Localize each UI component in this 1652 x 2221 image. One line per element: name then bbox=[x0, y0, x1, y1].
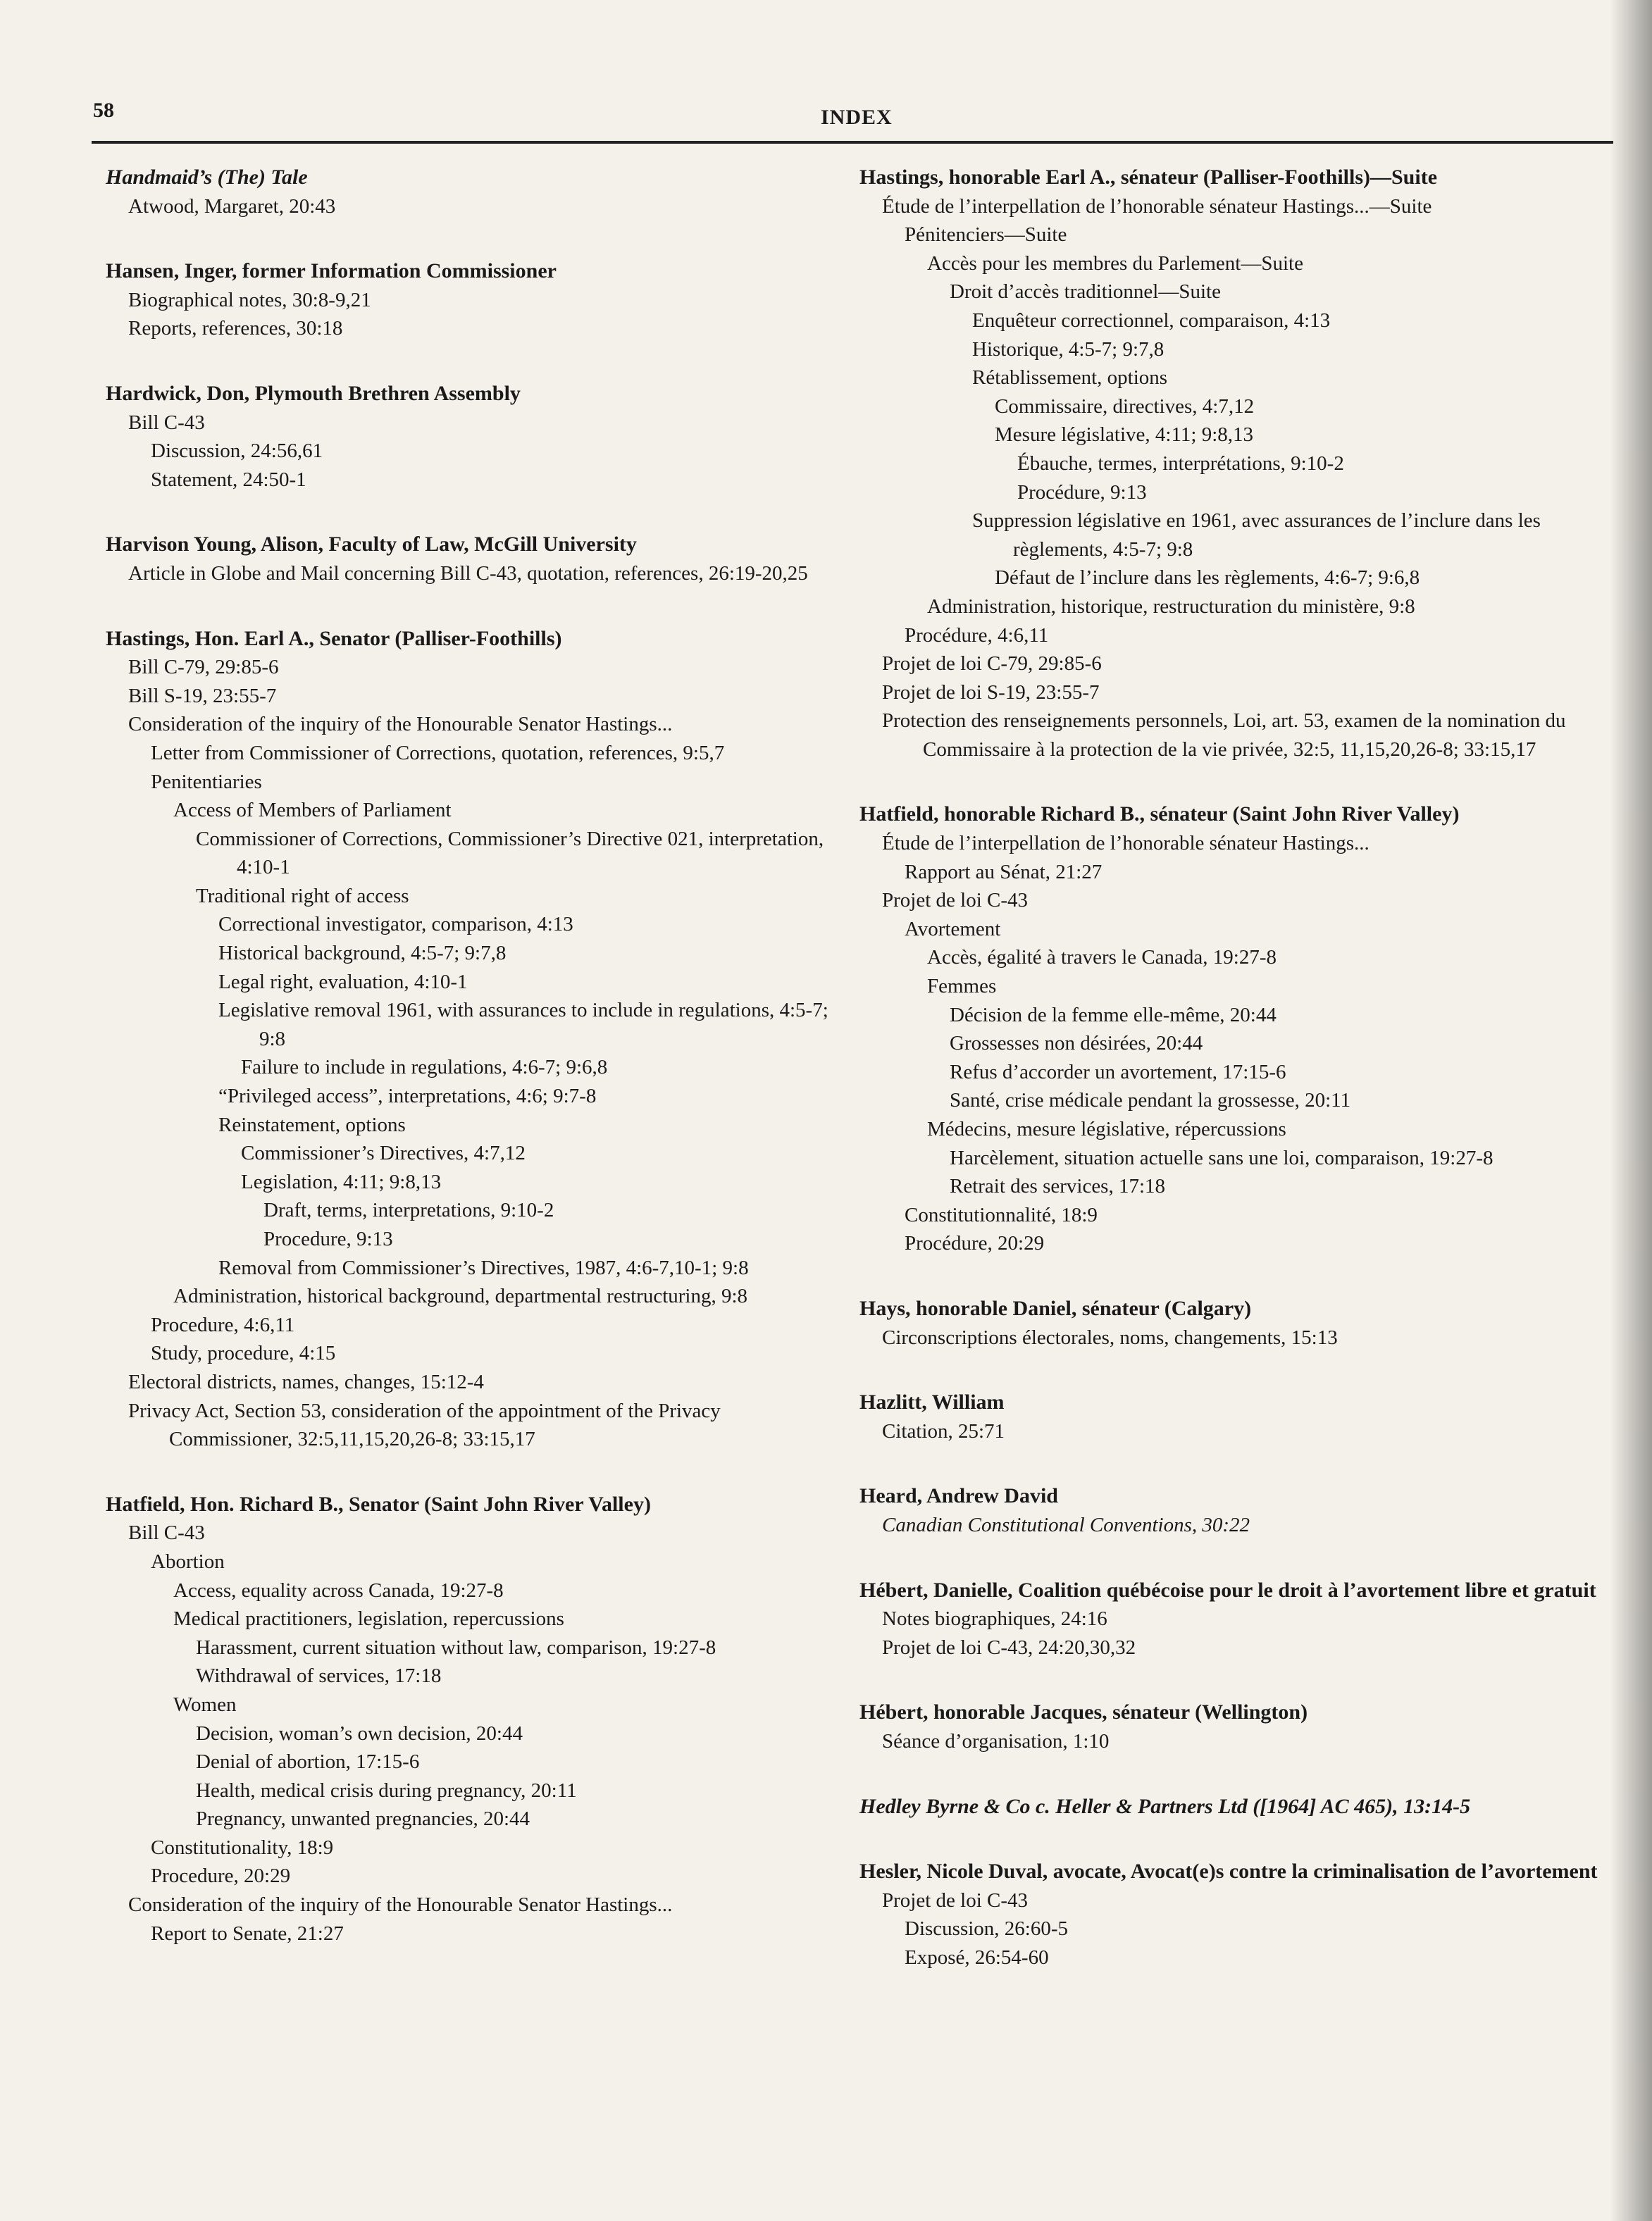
entry-line: Procedure, 9:13 bbox=[263, 1228, 393, 1250]
index-entry bbox=[106, 1491, 838, 1948]
entry-line: Projet de loi C-43 bbox=[882, 1889, 1029, 1912]
index-entry bbox=[859, 1576, 1610, 1662]
entry-line: Study, procedure, 4:15 bbox=[151, 1342, 336, 1365]
index-entry bbox=[859, 1388, 1610, 1445]
page-edge-shadow bbox=[1610, 0, 1652, 2221]
entry-line: Exposé, 26:54-60 bbox=[905, 1946, 1049, 1969]
entry-line: Suppression législative en 1961, avec assurances de l’inclure dans les règlements, 4:5-7; 9:8 bbox=[972, 509, 1541, 561]
entry-heading: Hedley Byrne & Co c. Heller & Partners Ltd ([1964] AC 465), 13:14-5 bbox=[859, 1794, 1471, 1818]
entry-line: Circonscriptions électorales, noms, changements, 15:13 bbox=[882, 1326, 1338, 1349]
entry-line: Women bbox=[173, 1693, 237, 1716]
entry-line: Discussion, 24:56,61 bbox=[151, 440, 323, 463]
entry-line: Rapport au Sénat, 21:27 bbox=[905, 860, 1103, 883]
entry-line: Harassment, current situation without law, comparison, 19:27-8 bbox=[196, 1636, 716, 1659]
entry-line: Bill C-43 bbox=[128, 1522, 205, 1545]
entry-line: Avortement bbox=[905, 917, 1001, 940]
entry-line: Report to Senate, 21:27 bbox=[151, 1922, 344, 1945]
entry-line: Consideration of the inquiry of the Honourable Senator Hastings... bbox=[128, 1893, 673, 1917]
entry-heading: Hesler, Nicole Duval, avocate, Avocat(e)s contre la criminalisation de l’avortement bbox=[859, 1860, 1598, 1884]
entry-line: Accès pour les membres du Parlement—Suite bbox=[927, 251, 1303, 275]
index-entry bbox=[859, 1793, 1610, 1822]
entry-line: Ébauche, termes, interprétations, 9:10-2 bbox=[1017, 452, 1344, 475]
entry-line: Rétablissement, options bbox=[972, 366, 1168, 390]
entry-line: Correctional investigator, comparison, 4:13 bbox=[218, 913, 573, 936]
entry-heading: Hardwick, Don, Plymouth Brethren Assembly bbox=[106, 381, 521, 405]
entry-line: Letter from Commissioner of Corrections, quotation, references, 9:5,7 bbox=[151, 741, 725, 764]
entry-heading: Harvison Young, Alison, Faculty of Law, McGill University bbox=[106, 533, 637, 556]
header-rule bbox=[92, 141, 1613, 144]
entry-line: Citation, 25:71 bbox=[882, 1419, 1005, 1443]
entry-line: Projet de loi C-43 bbox=[882, 889, 1029, 912]
entry-line: Santé, crise médicale pendant la grossesse, 20:11 bbox=[950, 1089, 1351, 1112]
entry-line: Constitutionnalité, 18:9 bbox=[905, 1203, 1098, 1226]
entry-line: Projet de loi C-43, 24:20,30,32 bbox=[882, 1636, 1136, 1659]
entry-line: Privacy Act, Section 53, consideration of the appointment of the Privacy Commissioner, 32:5,11,15,20,26-8; 33:15,17 bbox=[128, 1399, 721, 1451]
index-entry bbox=[859, 1482, 1610, 1539]
entry-heading: Hébert, Danielle, Coalition québécoise pour le droit à l’avortement libre et gratuit bbox=[859, 1578, 1596, 1602]
index-entry bbox=[859, 1698, 1610, 1755]
entry-line: Procédure, 9:13 bbox=[1017, 480, 1147, 504]
entry-line: Bill S-19, 23:55-7 bbox=[128, 684, 277, 707]
entry-line: Statement, 24:50-1 bbox=[151, 468, 306, 491]
entry-line: Droit d’accès traditionnel—Suite bbox=[950, 280, 1221, 304]
entry-line: Decision, woman’s own decision, 20:44 bbox=[196, 1722, 523, 1745]
entry-heading: Hastings, Hon. Earl A., Senator (Palliser-Foothills) bbox=[106, 626, 562, 650]
page-title: INDEX bbox=[821, 106, 893, 129]
entry-line: Biographical notes, 30:8-9,21 bbox=[128, 288, 371, 311]
entry-line: Legislative removal 1961, with assurances to include in regulations, 4:5-7; 9:8 bbox=[218, 999, 828, 1050]
entry-line: Refus d’accorder un avortement, 17:15-6 bbox=[950, 1060, 1286, 1083]
index-entry bbox=[859, 163, 1610, 764]
entry-heading: Hastings, honorable Earl A., sénateur (Palliser-Foothills)—Suite bbox=[859, 166, 1438, 189]
index-entry bbox=[106, 530, 838, 587]
entry-line: Harcèlement, situation actuelle sans une loi, comparaison, 19:27-8 bbox=[950, 1146, 1493, 1169]
page-number: 58 bbox=[93, 99, 114, 122]
entry-heading: Hazlitt, William bbox=[859, 1391, 1005, 1414]
entry-line: Projet de loi C-79, 29:85-6 bbox=[882, 652, 1102, 676]
index-entry bbox=[106, 163, 838, 220]
entry-line: Withdrawal of services, 17:18 bbox=[196, 1665, 442, 1688]
entry-line: Medical practitioners, legislation, repercussions bbox=[173, 1607, 564, 1631]
index-entry bbox=[106, 257, 838, 343]
entry-line: Draft, terms, interpretations, 9:10-2 bbox=[263, 1199, 554, 1222]
entry-line: Canadian Constitutional Conventions, 30:22 bbox=[882, 1513, 1250, 1536]
entry-heading: Hatfield, Hon. Richard B., Senator (Saint John River Valley) bbox=[106, 1492, 651, 1516]
entry-line: Commissioner’s Directives, 4:7,12 bbox=[241, 1142, 526, 1165]
entry-line: Removal from Commissioner’s Directives, 1987, 4:6-7,10-1; 9:8 bbox=[218, 1256, 749, 1279]
entry-heading: Hays, honorable Daniel, sénateur (Calgary) bbox=[859, 1296, 1252, 1320]
entry-line: Bill C-43 bbox=[128, 411, 205, 434]
entry-line: Décision de la femme elle-même, 20:44 bbox=[950, 1003, 1277, 1026]
entry-line: Pénitenciers—Suite bbox=[905, 223, 1067, 247]
entry-line: Accès, égalité à travers le Canada, 19:27-8 bbox=[927, 946, 1277, 969]
index-entry bbox=[106, 380, 838, 494]
entry-line: “Privileged access”, interpretations, 4:6; 9:7-8 bbox=[218, 1085, 597, 1108]
entry-heading: Hébert, honorable Jacques, sénateur (Wellington) bbox=[859, 1700, 1308, 1724]
entry-line: Constitutionality, 18:9 bbox=[151, 1836, 334, 1859]
entry-line: Commissaire, directives, 4:7,12 bbox=[995, 394, 1255, 418]
entry-line: Electoral districts, names, changes, 15:12-4 bbox=[128, 1370, 484, 1393]
entry-line: Étude de l’interpellation de l’honorable sénateur Hastings... bbox=[882, 832, 1370, 855]
entry-line: Mesure législative, 4:11; 9:8,13 bbox=[995, 423, 1254, 447]
entry-line: Legal right, evaluation, 4:10-1 bbox=[218, 970, 468, 993]
entry-line: Access of Members of Parliament bbox=[173, 799, 452, 822]
entry-line: Défaut de l’inclure dans les règlements, 4:6-7; 9:6,8 bbox=[995, 566, 1420, 590]
entry-heading: Handmaid’s (The) Tale bbox=[106, 166, 308, 189]
entry-line: Protection des renseignements personnels, Loi, art. 53, examen de la nomination du Commissaire à la protection de la vie privée, 32:5, 11,15,20,26-8; 33:15,17 bbox=[882, 709, 1566, 761]
index-entry bbox=[859, 800, 1610, 1258]
entry-heading: Hatfield, honorable Richard B., sénateur (Saint John River Valley) bbox=[859, 802, 1460, 826]
right-column bbox=[859, 163, 1610, 2008]
entry-line: Reinstatement, options bbox=[218, 1113, 406, 1136]
left-column bbox=[106, 163, 838, 1984]
entry-line: Retrait des services, 17:18 bbox=[950, 1175, 1166, 1198]
entry-line: Historique, 4:5-7; 9:7,8 bbox=[972, 337, 1165, 361]
entry-line: Procedure, 20:29 bbox=[151, 1865, 291, 1888]
entry-line: Pregnancy, unwanted pregnancies, 20:44 bbox=[196, 1808, 530, 1831]
entry-line: Health, medical crisis during pregnancy, 20:11 bbox=[196, 1779, 577, 1802]
entry-heading: Hansen, Inger, former Information Commissioner bbox=[106, 259, 557, 283]
entry-line: Notes biographiques, 24:16 bbox=[882, 1607, 1107, 1631]
entry-line: Procédure, 4:6,11 bbox=[905, 623, 1049, 647]
entry-line: Grossesses non désirées, 20:44 bbox=[950, 1032, 1203, 1055]
entry-line: Failure to include in regulations, 4:6-7; 9:6,8 bbox=[241, 1056, 608, 1079]
index-entry bbox=[106, 625, 838, 1454]
entry-line: Procédure, 20:29 bbox=[905, 1232, 1045, 1255]
entry-line: Femmes bbox=[927, 975, 997, 998]
entry-line: Administration, historique, restructuration du ministère, 9:8 bbox=[927, 595, 1415, 618]
entry-line: Bill C-79, 29:85-6 bbox=[128, 656, 279, 679]
entry-line: Article in Globe and Mail concerning Bill C-43, quotation, references, 26:19-20,25 bbox=[128, 561, 808, 585]
entry-line: Procedure, 4:6,11 bbox=[151, 1313, 295, 1336]
index-entry bbox=[859, 1858, 1610, 1972]
entry-line: Historical background, 4:5-7; 9:7,8 bbox=[218, 942, 507, 965]
entry-line: Denial of abortion, 17:15-6 bbox=[196, 1750, 420, 1774]
entry-line: Legislation, 4:11; 9:8,13 bbox=[241, 1170, 442, 1193]
entry-heading: Heard, Andrew David bbox=[859, 1484, 1058, 1508]
entry-line: Séance d’organisation, 1:10 bbox=[882, 1729, 1110, 1753]
entry-line: Étude de l’interpellation de l’honorable sénateur Hastings...—Suite bbox=[882, 194, 1432, 218]
entry-line: Atwood, Margaret, 20:43 bbox=[128, 194, 336, 218]
entry-line: Projet de loi S-19, 23:55-7 bbox=[882, 680, 1100, 704]
entry-line: Commissioner of Corrections, Commissioner’s Directive 021, interpretation, 4:10-1 bbox=[196, 827, 824, 879]
index-entry bbox=[859, 1295, 1610, 1352]
entry-line: Reports, references, 30:18 bbox=[128, 317, 343, 340]
entry-line: Consideration of the inquiry of the Honourable Senator Hastings... bbox=[128, 713, 673, 736]
entry-line: Médecins, mesure législative, répercussions bbox=[927, 1118, 1286, 1140]
entry-line: Abortion bbox=[151, 1550, 225, 1573]
entry-line: Access, equality across Canada, 19:27-8 bbox=[173, 1579, 504, 1602]
entry-line: Administration, historical background, departmental restructuring, 9:8 bbox=[173, 1285, 748, 1308]
entry-line: Penitentiaries bbox=[151, 770, 262, 793]
entry-line: Enquêteur correctionnel, comparaison, 4:13 bbox=[972, 309, 1331, 332]
entry-line: Traditional right of access bbox=[196, 884, 409, 907]
entry-line: Discussion, 26:60-5 bbox=[905, 1917, 1068, 1941]
